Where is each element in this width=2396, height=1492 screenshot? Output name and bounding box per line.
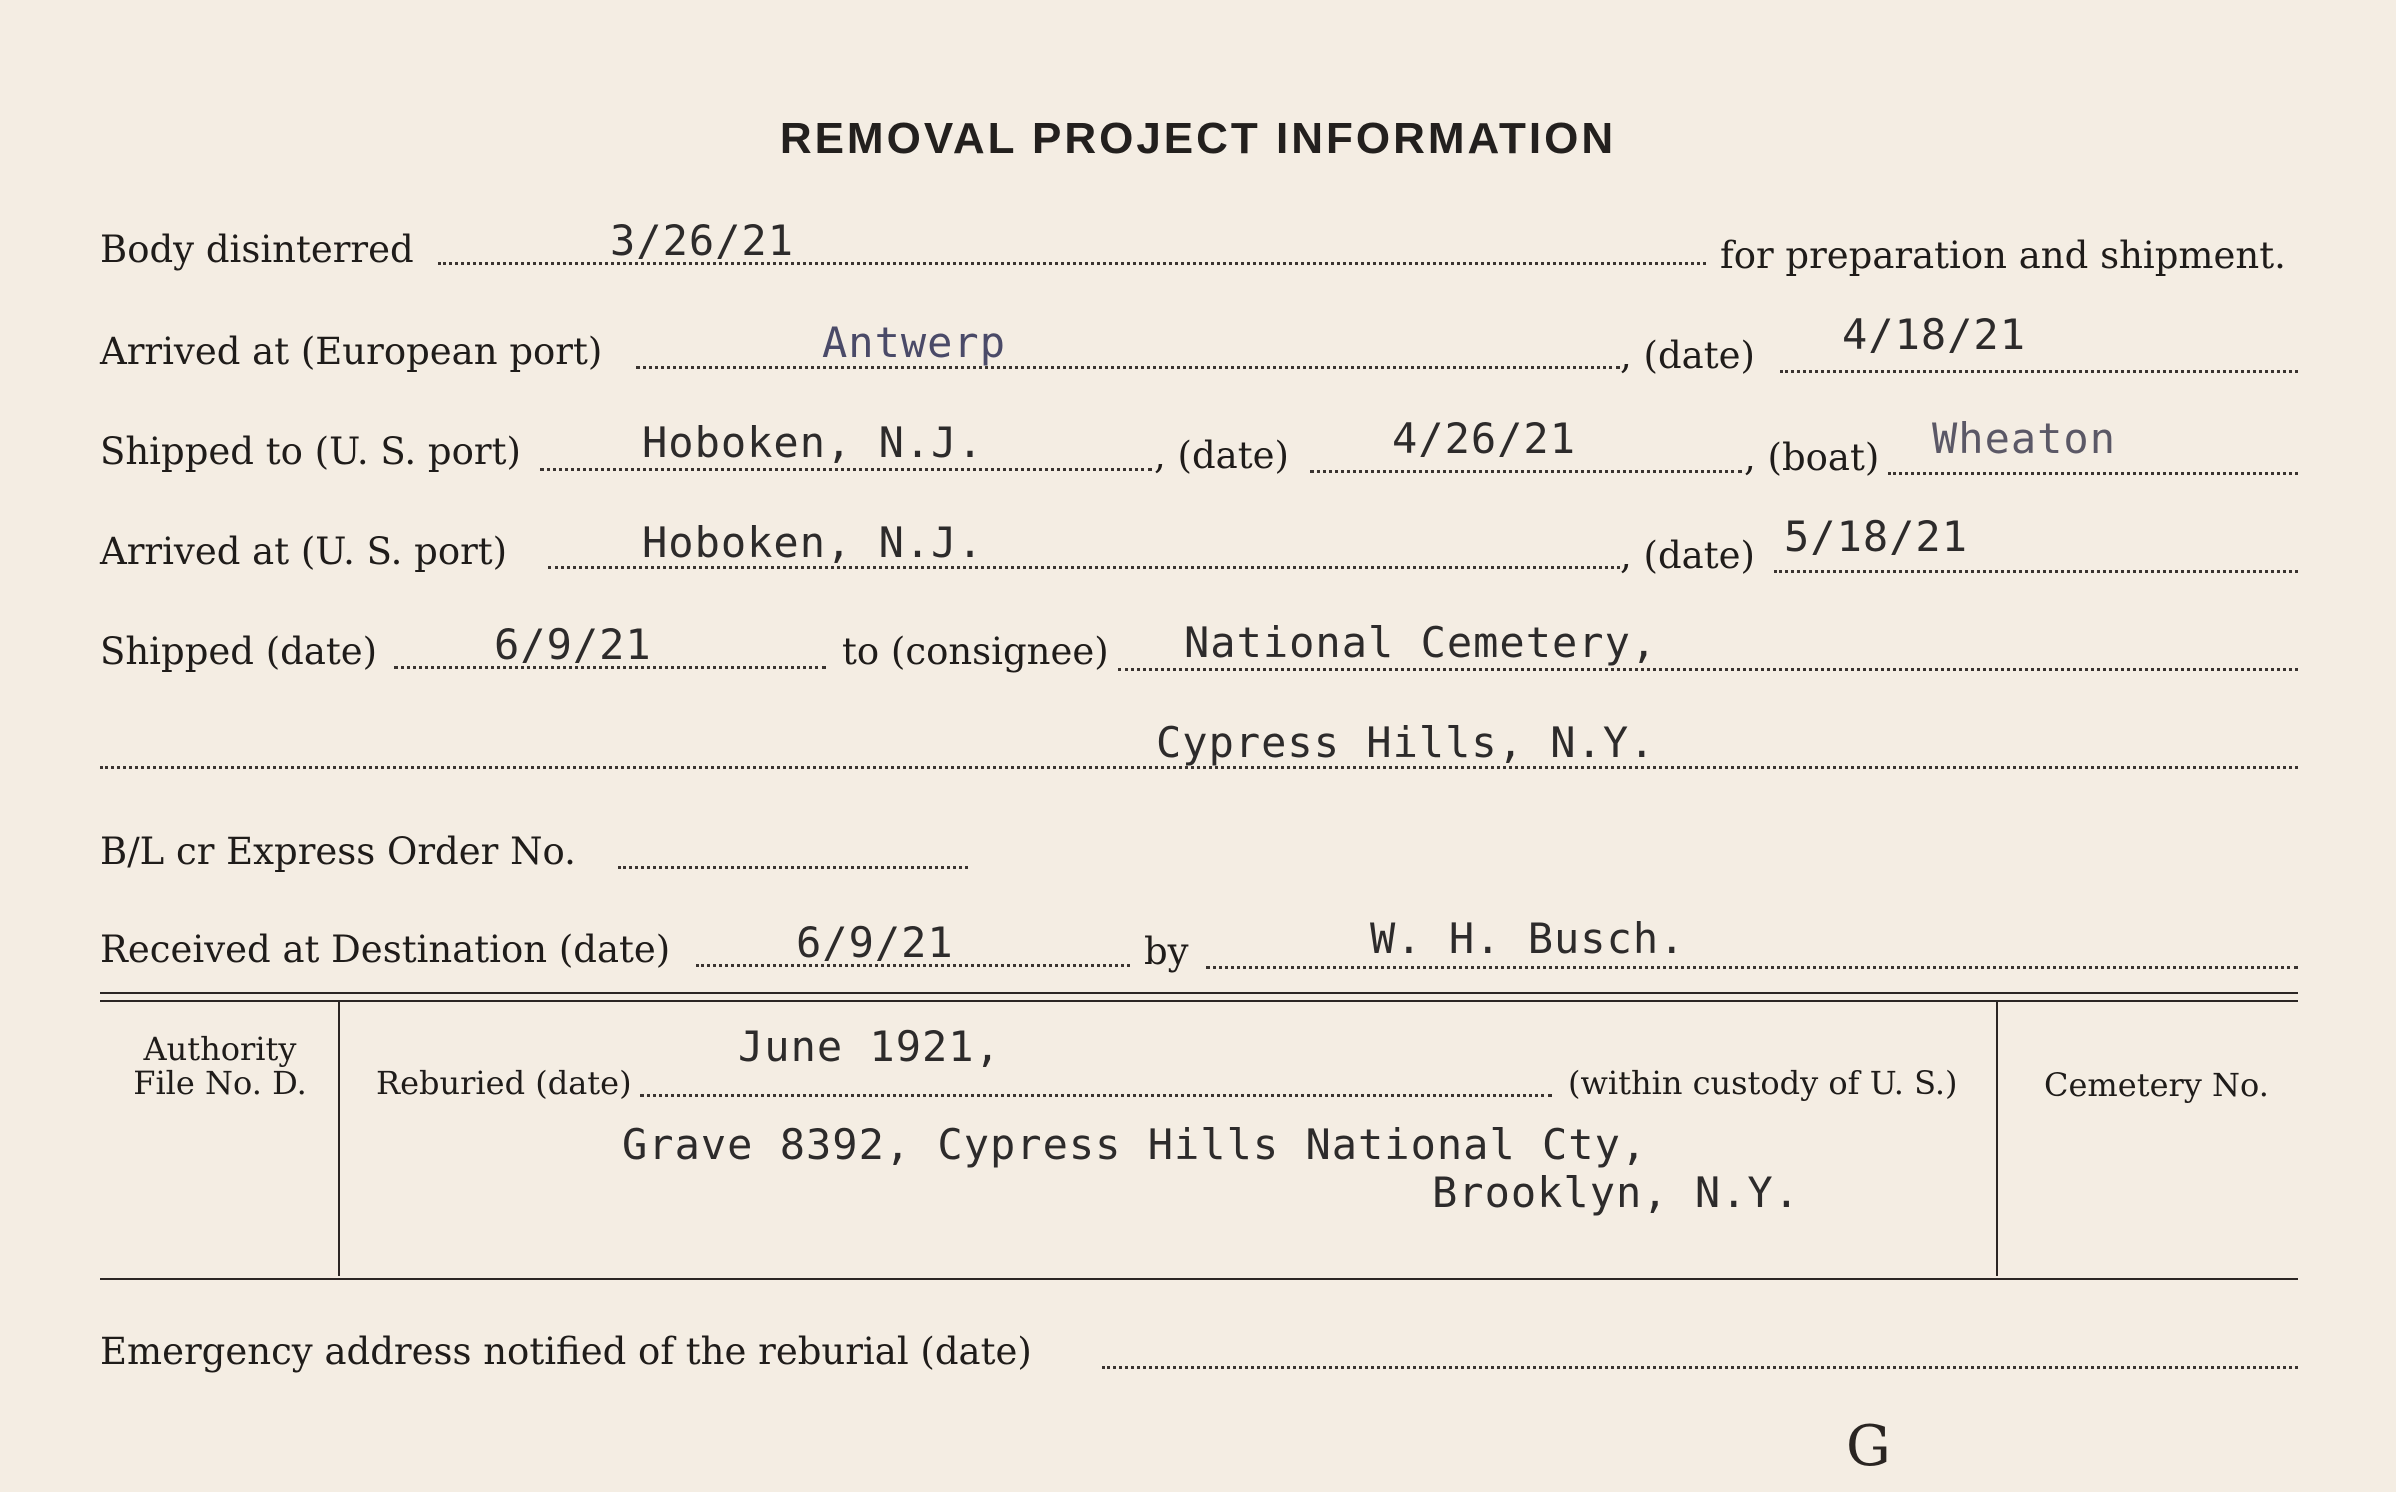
shipped-us-line xyxy=(540,468,1152,471)
reburied-value: June 1921, xyxy=(738,1022,1001,1071)
arrived-us-date: 5/18/21 xyxy=(1784,512,1969,561)
consignee-label: to (consignee) xyxy=(842,630,1109,673)
consignee-line-2: Cypress Hills, N.Y. xyxy=(1156,718,1656,767)
received-by-label: by xyxy=(1144,930,1189,973)
emergency-line xyxy=(1102,1366,2298,1369)
double-rule-bottom xyxy=(100,1000,2298,1002)
received-by-line xyxy=(1206,966,2298,969)
cemetery-no-label: Cemetery No. xyxy=(2044,1066,2269,1104)
card-title: REMOVAL PROJECT INFORMATION xyxy=(779,114,1617,163)
arrived-european-date: 4/18/21 xyxy=(1842,310,2027,359)
double-rule-top xyxy=(100,992,2298,994)
arrived-european-date-label: , (date) xyxy=(1620,334,1755,377)
shipped-us-label: Shipped to (U. S. port) xyxy=(100,430,521,473)
authority-label-2: File No. D. xyxy=(133,1064,307,1102)
arrived-european-port: Antwerp xyxy=(822,318,1007,367)
arrived-european-label: Arrived at (European port) xyxy=(100,330,603,373)
received-date: 6/9/21 xyxy=(796,918,954,967)
shipped-us-boat-label: , (boat) xyxy=(1744,436,1880,479)
cemetery-divider xyxy=(1996,1002,1998,1276)
arrived-european-date-line xyxy=(1780,370,2298,373)
shipped-us-date-line xyxy=(1310,470,1742,473)
consignee-line xyxy=(1118,668,2298,671)
disinterred-label: Body disinterred xyxy=(100,228,414,271)
bl-label: B/L cr Express Order No. xyxy=(100,830,576,873)
arrived-us-date-label: , (date) xyxy=(1620,534,1755,577)
disinterred-suffix: for preparation and shipment. xyxy=(1720,234,2286,277)
shipped-us-boat: Wheaton xyxy=(1932,414,2117,463)
authority-divider xyxy=(338,1002,340,1276)
reburied-line xyxy=(640,1094,1552,1097)
grave-line-2: Brooklyn, N.Y. xyxy=(1432,1168,1801,1217)
arrived-us-port: Hoboken, N.J. xyxy=(642,518,984,567)
arrived-us-date-line xyxy=(1774,570,2298,573)
arrived-european-line xyxy=(636,366,1620,369)
shipped-us-date: 4/26/21 xyxy=(1392,414,1577,463)
disinterred-date: 3/26/21 xyxy=(610,216,795,265)
shipped-us-port: Hoboken, N.J. xyxy=(642,418,984,467)
custody-label: (within custody of U. S.) xyxy=(1568,1064,1958,1102)
lower-box-bottom-rule xyxy=(100,1278,2298,1280)
reburied-label: Reburied (date) xyxy=(376,1064,632,1102)
authority-label-1: Authority xyxy=(143,1030,297,1068)
shipped-us-date-label: , (date) xyxy=(1154,434,1289,477)
shipped-label: Shipped (date) xyxy=(100,630,378,673)
consignee-line-1: National Cemetery, xyxy=(1184,618,1658,667)
bl-line xyxy=(618,866,968,869)
arrived-us-label: Arrived at (U. S. port) xyxy=(100,530,508,573)
corner-mark: G xyxy=(1846,1414,1891,1479)
received-label: Received at Destination (date) xyxy=(100,928,671,971)
emergency-label: Emergency address notified of the reburial (date) xyxy=(100,1330,1032,1373)
received-by-value: W. H. Busch. xyxy=(1370,914,1686,963)
shipped-date: 6/9/21 xyxy=(494,620,652,669)
shipped-us-boat-line xyxy=(1888,472,2298,475)
grave-line-1: Grave 8392, Cypress Hills National Cty, xyxy=(622,1120,1648,1169)
